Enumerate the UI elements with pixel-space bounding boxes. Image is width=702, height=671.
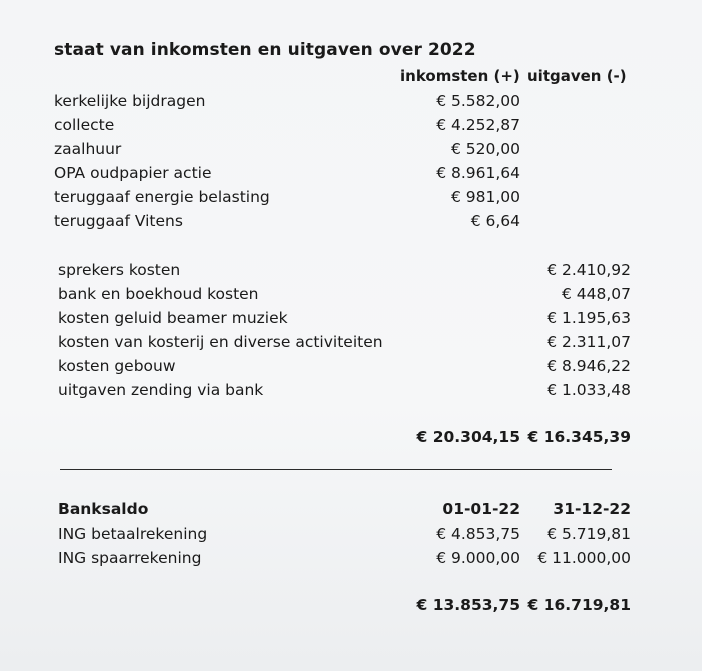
income-total: € 20.304,15 [416, 428, 520, 446]
expense-row [0, 285, 702, 307]
expense-row [0, 309, 702, 331]
bank-account-label: ING betaalrekening [58, 525, 208, 543]
bank-start-amount: € 9.000,00 [436, 549, 520, 567]
income-row [0, 140, 702, 162]
expense-amount: € 1.033,48 [547, 381, 631, 399]
bank-row [0, 525, 702, 547]
income-row [0, 212, 702, 234]
income-amount: € 981,00 [450, 188, 520, 206]
income-label: kerkelijke bijdragen [54, 92, 206, 110]
income-column-header: inkomsten (+) [400, 67, 520, 85]
expense-label: kosten geluid beamer muziek [58, 309, 288, 327]
bank-account-label: ING spaarrekening [58, 549, 202, 567]
divider-line [60, 469, 612, 470]
page-title: staat van inkomsten en uitgaven over 2022 [54, 40, 476, 60]
expense-label: kosten van kosterij en diverse activiteiten [58, 333, 383, 351]
bank-date-end: 31-12-22 [553, 500, 631, 518]
bank-end-amount: € 5.719,81 [547, 525, 631, 543]
totals-row [0, 428, 702, 450]
expense-amount: € 1.195,63 [547, 309, 631, 327]
bank-row [0, 549, 702, 571]
income-label: collecte [54, 116, 115, 134]
expense-amount: € 8.946,22 [547, 357, 631, 375]
expense-amount: € 448,07 [561, 285, 631, 303]
expense-label: sprekers kosten [58, 261, 181, 279]
expense-row [0, 357, 702, 379]
bank-heading: Banksaldo [58, 500, 149, 518]
expense-label: kosten gebouw [58, 357, 176, 375]
expense-row [0, 333, 702, 355]
income-amount: € 4.252,87 [436, 116, 520, 134]
income-label: OPA oudpapier actie [54, 164, 212, 182]
bank-start-total: € 13.853,75 [416, 596, 520, 614]
income-label: teruggaaf Vitens [54, 212, 183, 230]
income-label: teruggaaf energie belasting [54, 188, 270, 206]
bank-date-start: 01-01-22 [442, 500, 520, 518]
income-amount: € 8.961,64 [436, 164, 520, 182]
expense-column-header: uitgaven (-) [527, 67, 627, 85]
expense-total: € 16.345,39 [527, 428, 631, 446]
bank-end-amount: € 11.000,00 [537, 549, 631, 567]
bank-header-row [0, 500, 702, 522]
bank-end-total: € 16.719,81 [527, 596, 631, 614]
income-row [0, 188, 702, 210]
expense-amount: € 2.410,92 [547, 261, 631, 279]
income-row [0, 164, 702, 186]
expense-amount: € 2.311,07 [547, 333, 631, 351]
bank-totals-row [0, 596, 702, 618]
income-amount: € 6,64 [470, 212, 520, 230]
bank-start-amount: € 4.853,75 [436, 525, 520, 543]
expense-label: uitgaven zending via bank [58, 381, 264, 399]
expense-label: bank en boekhoud kosten [58, 285, 259, 303]
income-label: zaalhuur [54, 140, 122, 158]
income-row [0, 92, 702, 114]
income-amount: € 520,00 [450, 140, 520, 158]
expense-row [0, 381, 702, 403]
expense-row [0, 261, 702, 283]
income-row [0, 116, 702, 138]
income-amount: € 5.582,00 [436, 92, 520, 110]
